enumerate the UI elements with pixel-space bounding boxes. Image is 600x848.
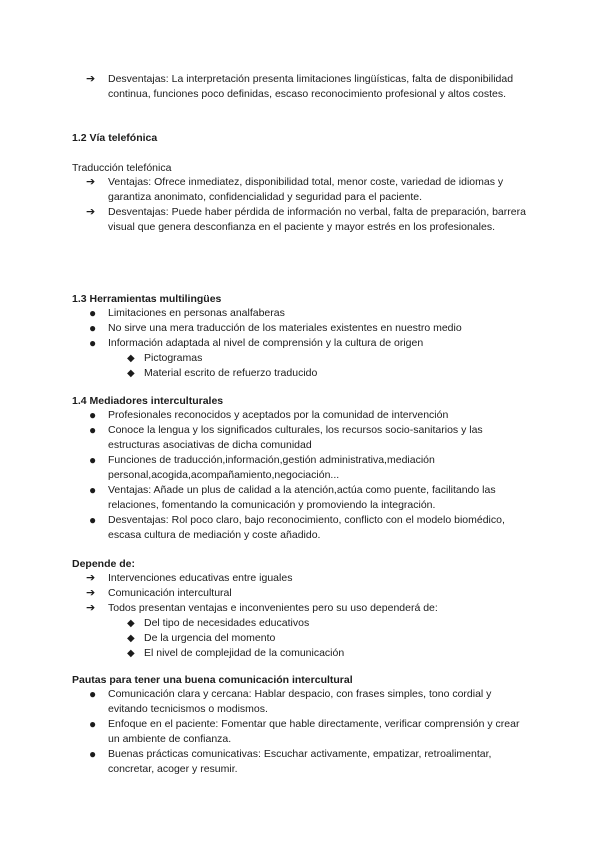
list-item: [72, 321, 530, 336]
bullet-icon: ●: [89, 321, 97, 335]
item-text: Comunicación clara y cercana: Hablar despacio, con frases simples, tono cordial y evitando tecnicismos o modismos.: [108, 688, 492, 715]
diamond-icon: ◆: [127, 618, 135, 629]
arrow-icon: ➔: [86, 206, 96, 218]
item-text: Pictogramas: [144, 352, 203, 364]
list-item: [72, 586, 530, 601]
section-subtitle: Traducción telefónica: [72, 162, 172, 174]
arrow-icon: ➔: [86, 176, 96, 188]
sub-list-item: [72, 351, 530, 366]
arrow-icon: ➔: [86, 572, 96, 584]
item-text: Información adaptada al nivel de comprensión y la cultura de origen: [108, 337, 424, 349]
arrow-icon: ➔: [86, 602, 96, 614]
diamond-icon: ◆: [127, 353, 135, 364]
diamond-icon: ◆: [127, 648, 135, 659]
bullet-icon: ●: [89, 423, 97, 437]
item-text: Buenas prácticas comunicativas: Escuchar activamente, empatizar, retroalimentar, concretar, acoger y resumir.: [108, 748, 492, 775]
section-heading-1-4: 1.4 Mediadores interculturales: [72, 395, 224, 407]
list-item: [72, 336, 530, 351]
section-1-2-list: [72, 175, 530, 235]
item-text: De la urgencia del momento: [144, 632, 276, 644]
pautas-list: [72, 687, 530, 777]
item-text: El nivel de complejidad de la comunicación: [144, 647, 345, 659]
list-item: [72, 72, 530, 102]
section-heading-1-3: 1.3 Herramientas multilingües: [72, 293, 222, 305]
item-text: Conoce la lengua y los significados culturales, los recursos socio-sanitarios y las estructuras asociativas de dicha comunidad: [108, 424, 483, 451]
arrow-icon: ➔: [86, 587, 96, 599]
item-text: Todos presentan ventajas e inconvenientes pero su uso dependerá de:: [108, 602, 438, 614]
item-text: Material escrito de refuerzo traducido: [144, 367, 318, 379]
list-item: [72, 717, 530, 747]
list-item: [72, 687, 530, 717]
item-text: Comunicación intercultural: [108, 587, 232, 599]
item-text: Enfoque en el paciente: Fomentar que hable directamente, verificar comprensión y crear un ambiente de confianza.: [108, 718, 520, 745]
pautas-heading: Pautas para tener una buena comunicación intercultural: [72, 674, 353, 686]
item-text: Del tipo de necesidades educativos: [144, 617, 310, 629]
diamond-icon: ◆: [127, 368, 135, 379]
sub-list-item: [72, 631, 530, 646]
item-text: Ventajas: Ofrece inmediatez, disponibilidad total, menor coste, variedad de idiomas y garantiza anonimato, confidencialidad y seguridad para el paciente.: [108, 176, 504, 203]
section-1-4-list: [72, 408, 530, 543]
bullet-icon: ●: [89, 513, 97, 527]
depende-heading: Depende de:: [72, 558, 136, 570]
section-1-3-list: [72, 306, 530, 381]
item-text: Profesionales reconocidos y aceptados por la comunidad de intervención: [108, 409, 449, 421]
bullet-icon: ●: [89, 336, 97, 350]
list-item: [72, 601, 530, 616]
item-text: Ventajas: Añade un plus de calidad a la atención,actúa como puente, facilitando las relaciones, fomentando la comunicación y promoviendo la integración.: [108, 484, 496, 511]
item-text: Limitaciones en personas analfaberas: [108, 307, 285, 319]
intro-list: [72, 72, 530, 102]
sub-list-item: [72, 646, 530, 661]
section-heading-1-2: 1.2 Vía telefónica: [72, 132, 158, 144]
arrow-icon: ➔: [86, 73, 96, 85]
list-item: [72, 423, 530, 453]
bullet-icon: ●: [89, 453, 97, 467]
bullet-icon: ●: [89, 408, 97, 422]
item-text: No sirve una mera traducción de los materiales existentes en nuestro medio: [108, 322, 462, 334]
bullet-icon: ●: [89, 687, 97, 701]
item-text: Funciones de traducción,información,gestión administrativa,mediación personal,acogida,acompañamiento,negociación...: [108, 454, 435, 481]
list-item: [72, 513, 530, 543]
list-item: [72, 306, 530, 321]
bullet-icon: ●: [89, 483, 97, 497]
diamond-icon: ◆: [127, 633, 135, 644]
item-text: Desventajas: La interpretación presenta limitaciones lingüísticas, falta de disponibilidad continua, funciones poco definidas, escaso reconocimiento profesional y altos costes.: [108, 73, 514, 100]
item-text: Intervenciones educativas entre iguales: [108, 572, 293, 584]
item-text: Desventajas: Puede haber pérdida de información no verbal, falta de preparación, barrera visual que genera desconfianza en el paciente y mayor estrés en los profesionales.: [108, 206, 526, 233]
list-item: [72, 571, 530, 586]
item-text: Desventajas: Rol poco claro, bajo reconocimiento, conflicto con el modelo biomédico, escasa cultura de mediación y coste añadido.: [108, 514, 505, 541]
list-item: [72, 408, 530, 423]
bullet-icon: ●: [89, 306, 97, 320]
sub-list-item: [72, 616, 530, 631]
list-item: [72, 205, 530, 235]
bullet-icon: ●: [89, 747, 97, 761]
list-item: [72, 175, 530, 205]
list-item: [72, 747, 530, 777]
sub-list-item: [72, 366, 530, 381]
bullet-icon: ●: [89, 717, 97, 731]
depende-list: [72, 571, 530, 661]
list-item: [72, 483, 530, 513]
list-item: [72, 453, 530, 483]
